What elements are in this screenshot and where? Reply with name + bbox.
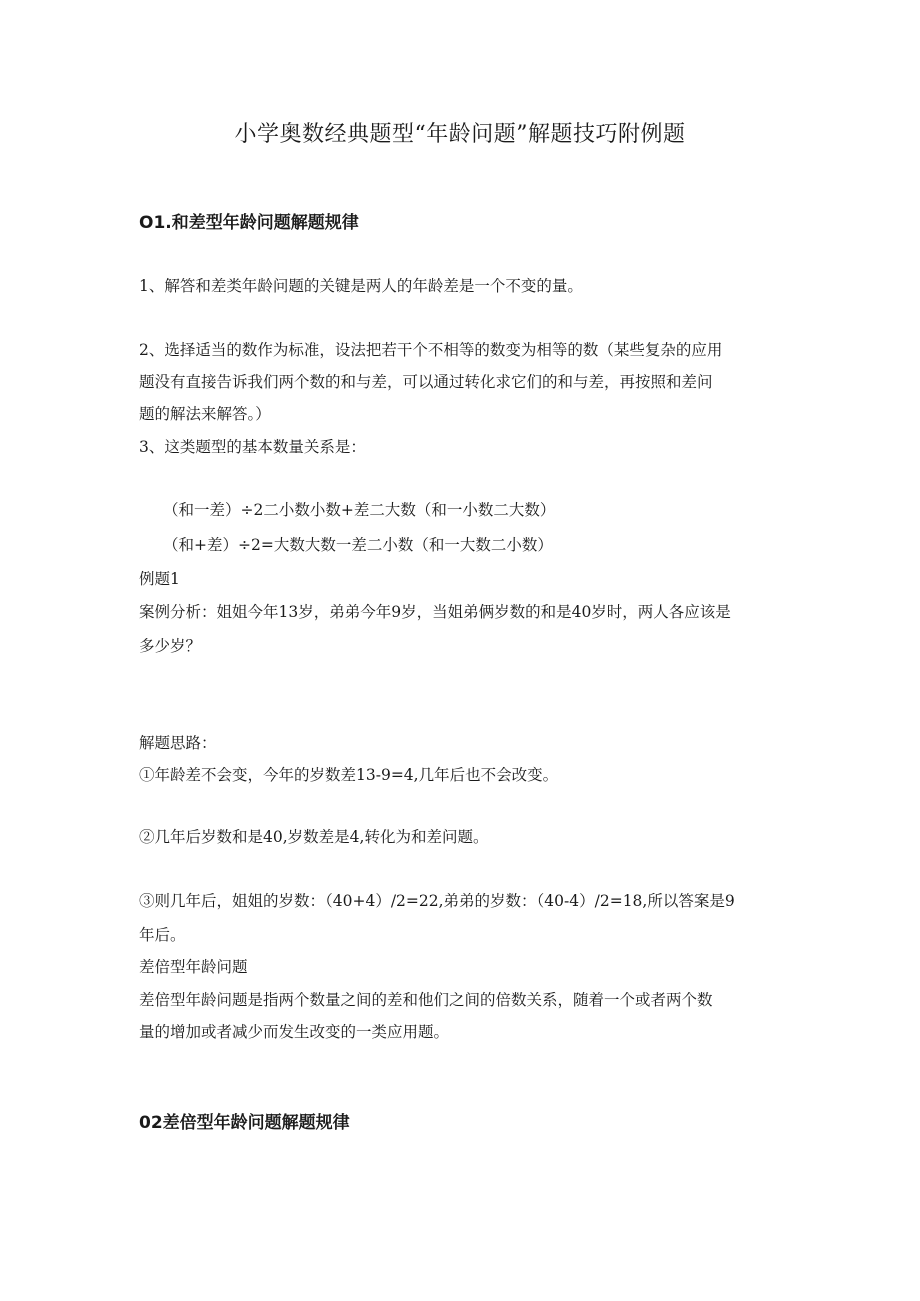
- subtopic-description-line-2: 量的增加或者减少而发生改变的一类应用题。: [139, 1023, 450, 1041]
- solution-step-3-line-2: 年后。: [139, 926, 186, 944]
- example-question-line-1: 案例分析：姐姐今年13岁，弟弟今年9岁，当姐弟俩岁数的和是40岁时，两人各应该是: [139, 603, 731, 621]
- solution-label: 解题思路：: [139, 734, 217, 752]
- example-label: 例题1: [139, 570, 180, 588]
- rule-2-line-1: 2、选择适当的数作为标准，设法把若干个不相等的数变为相等的数（某些复杂的应用: [139, 341, 723, 359]
- example-question-line-2: 多少岁？: [139, 637, 202, 655]
- formula-2: （和+差）÷2=大数大数一差二小数（和一大数二小数）: [163, 536, 553, 554]
- formula-1: （和一差）÷2二小数小数+差二大数（和一小数二大数）: [163, 501, 556, 519]
- page-title: 小学奥数经典题型“年龄问题”解题技巧附例题: [234, 122, 686, 147]
- section-1-heading: O1.和差型年龄问题解题规律: [139, 213, 359, 233]
- subtopic-description-line-1: 差倍型年龄问题是指两个数量之间的差和他们之间的倍数关系，随着一个或者两个数: [139, 991, 713, 1009]
- rule-2-line-3: 题的解法来解答。）: [139, 405, 271, 423]
- solution-step-3-line-1: ③则几年后，姐姐的岁数：（40+4）/2=22,弟弟的岁数：（40-4）/2=18,所以答案是9: [139, 892, 735, 910]
- rule-1: 1、解答和差类年龄问题的关键是两人的年龄差是一个不变的量。: [139, 277, 583, 295]
- rule-3: 3、这类题型的基本数量关系是：: [139, 438, 366, 456]
- section-2-heading: 02差倍型年龄问题解题规律: [139, 1113, 350, 1133]
- rule-2-line-2: 题没有直接告诉我们两个数的和与差，可以通过转化求它们的和与差，再按照和差问: [139, 373, 713, 391]
- solution-step-2: ②几年后岁数和是40,岁数差是4,转化为和差问题。: [139, 828, 489, 846]
- solution-step-1: ①年龄差不会变，今年的岁数差13-9=4,几年后也不会改变。: [139, 766, 559, 784]
- subtopic-label: 差倍型年龄问题: [139, 958, 248, 976]
